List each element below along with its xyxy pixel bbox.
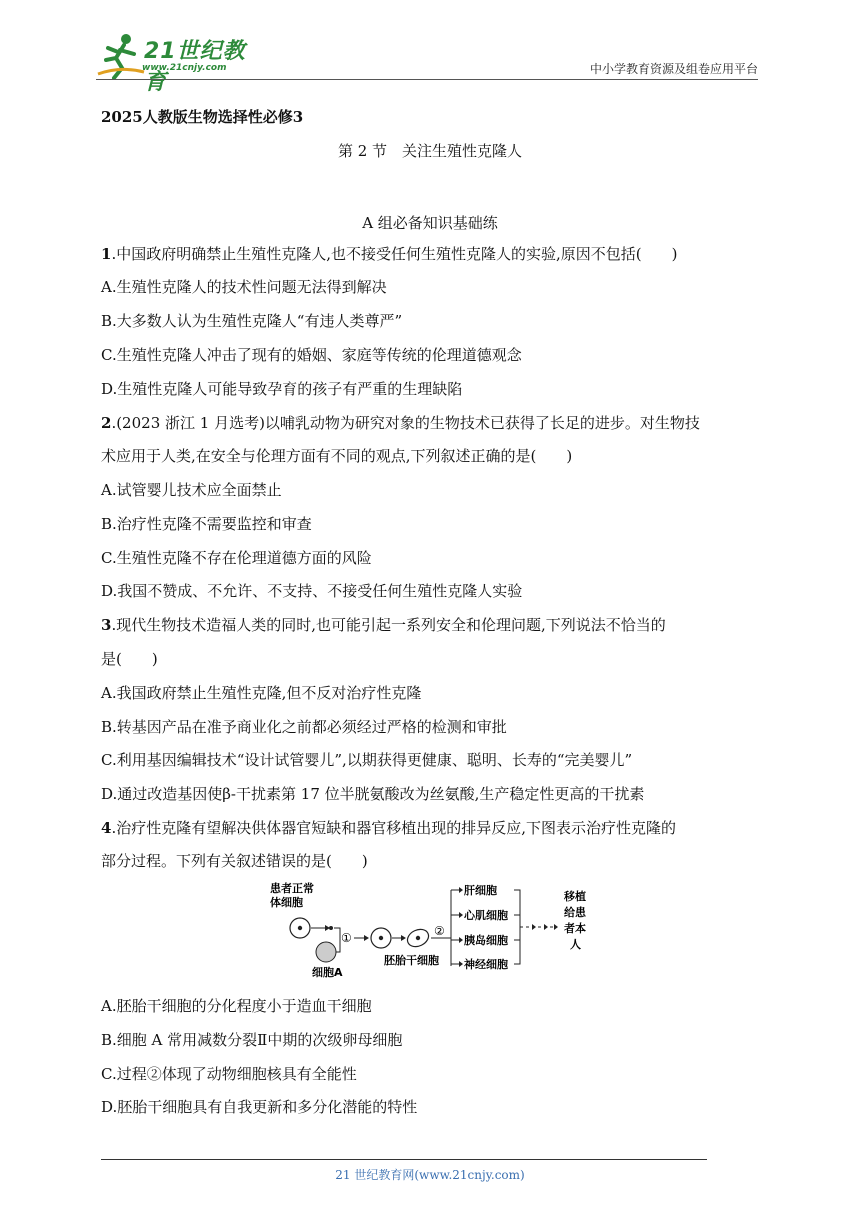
arrow-head xyxy=(459,961,463,967)
question-3-stem xyxy=(101,614,666,635)
label-transplant-3: 者本 xyxy=(564,922,586,935)
q3-option-a: A.我国政府禁止生殖性克隆,但不反对治疗性克隆 xyxy=(101,684,422,702)
question-text: .(2023 浙江 1 月选考)以哺乳动物为研究对象的生物技术已获得了长足的进步。对生物技 xyxy=(111,414,700,432)
q2-option-b: B.治疗性克隆不需要监控和审查 xyxy=(101,515,312,533)
label-step-2: ② xyxy=(434,924,445,938)
cloning-process-figure xyxy=(268,880,618,980)
q4-option-c: C.过程②体现了动物细胞核具有全能性 xyxy=(101,1065,357,1083)
q4-option-d: D.胚胎干细胞具有自我更新和多分化潜能的特性 xyxy=(101,1098,418,1116)
esc-nucleus xyxy=(416,936,420,940)
question-text: .现代生物技术造福人类的同时,也可能引起一系列安全和伦理问题,下列说法不恰当的 xyxy=(111,616,666,634)
question-number: 1 xyxy=(101,245,112,263)
question-3-stem-cont: 是( ) xyxy=(101,650,158,668)
merge-bracket-right xyxy=(514,890,520,964)
question-number: 4 xyxy=(101,819,112,837)
label-esc: 胚胎干细胞 xyxy=(384,954,439,967)
q3-option-b: B.转基因产品在准予商业化之前都必须经过严格的检测和审批 xyxy=(101,718,507,736)
patient-cell-nucleus xyxy=(298,926,302,930)
question-2-stem xyxy=(101,412,700,433)
q2-option-a: A.试管婴儿技术应全面禁止 xyxy=(101,481,282,499)
extracted-nucleus xyxy=(329,926,333,930)
label-cell-a: 细胞A xyxy=(312,966,343,979)
label-transplant-1: 移植 xyxy=(564,890,586,903)
question-text: .治疗性克隆有望解决供体器官短缺和器官移植出现的排异反应,下图表示治疗性克隆的 xyxy=(111,819,676,837)
q3-option-c: C.利用基因编辑技术“设计试管婴儿”,以期获得更健康、聪明、长寿的“完美婴儿” xyxy=(101,751,633,769)
logo-text: 21世纪教育 xyxy=(144,39,246,95)
question-4-stem xyxy=(101,817,676,838)
header-divider xyxy=(96,79,758,80)
question-4-stem-cont: 部分过程。下列有关叙述错误的是( ) xyxy=(101,852,368,870)
q3-option-d: D.通过改造基因使β-干扰素第 17 位半胱氨酸改为丝氨酸,生产稳定性更高的干扰素 xyxy=(101,785,645,803)
arrow-head xyxy=(401,935,406,941)
group-title: A 组必备知识基础练 xyxy=(362,214,498,232)
label-patient-2: 体细胞 xyxy=(270,896,303,909)
q1-option-a: A.生殖性克隆人的技术性问题无法得到解决 xyxy=(101,278,387,296)
footer-link[interactable]: 21 世纪教育网(www.21cnjy.com) xyxy=(335,1168,525,1182)
output-neuron: 神经细胞 xyxy=(464,958,508,971)
q4-option-b: B.细胞 A 常用减数分裂Ⅱ中期的次级卵母细胞 xyxy=(101,1031,403,1049)
label-transplant-4: 人 xyxy=(570,938,581,951)
q1-option-d: D.生殖性克隆人可能导致孕育的孩子有严重的生理缺陷 xyxy=(101,380,463,398)
platform-name: 中小学教育资源及组卷应用平台 xyxy=(589,62,758,76)
logo xyxy=(96,30,266,95)
label-step-1: ① xyxy=(341,931,352,945)
question-text: .中国政府明确禁止生殖性克隆人,也不接受任何生殖性克隆人的实验,原因不包括( ) xyxy=(111,245,678,263)
reconstructed-nucleus xyxy=(379,936,383,940)
section-title: 第 2 节 关注生殖性克隆人 xyxy=(337,142,523,160)
label-transplant-2: 给患 xyxy=(564,906,586,919)
output-liver: 肝细胞 xyxy=(464,884,497,897)
label-patient-1: 患者正常 xyxy=(270,882,314,895)
question-2-stem-cont: 术应用于人类,在安全与伦理方面有不同的观点,下列叙述正确的是( ) xyxy=(101,447,573,465)
footer-divider xyxy=(101,1159,707,1160)
q2-option-c: C.生殖性克隆不存在伦理道德方面的风险 xyxy=(101,549,372,567)
arrow-head xyxy=(364,935,369,941)
arrow-head xyxy=(459,937,463,943)
output-islet: 胰岛细胞 xyxy=(464,934,508,947)
q1-option-b: B.大多数人认为生殖性克隆人“有违人类尊严” xyxy=(101,312,403,330)
arrow-head xyxy=(459,912,463,918)
cell-a xyxy=(316,942,336,962)
figure-svg xyxy=(268,880,618,980)
logo-url: www.21cnjy.com xyxy=(142,63,227,73)
arrow-head xyxy=(459,887,463,893)
question-1-stem xyxy=(101,243,677,264)
q4-option-a: A.胚胎干细胞的分化程度小于造血干细胞 xyxy=(101,997,372,1015)
runner-logo-icon xyxy=(96,30,146,80)
question-number: 2 xyxy=(101,414,112,432)
page-header xyxy=(96,30,758,95)
doc-title: 2025人教版生物选择性必修3 xyxy=(101,108,304,126)
question-number: 3 xyxy=(101,616,112,634)
q1-option-c: C.生殖性克隆人冲击了现有的婚姻、家庭等传统的伦理道德观念 xyxy=(101,346,522,364)
output-heart: 心肌细胞 xyxy=(464,909,508,922)
q2-option-d: D.我国不赞成、不允许、不支持、不接受任何生殖性克隆人实验 xyxy=(101,582,523,600)
